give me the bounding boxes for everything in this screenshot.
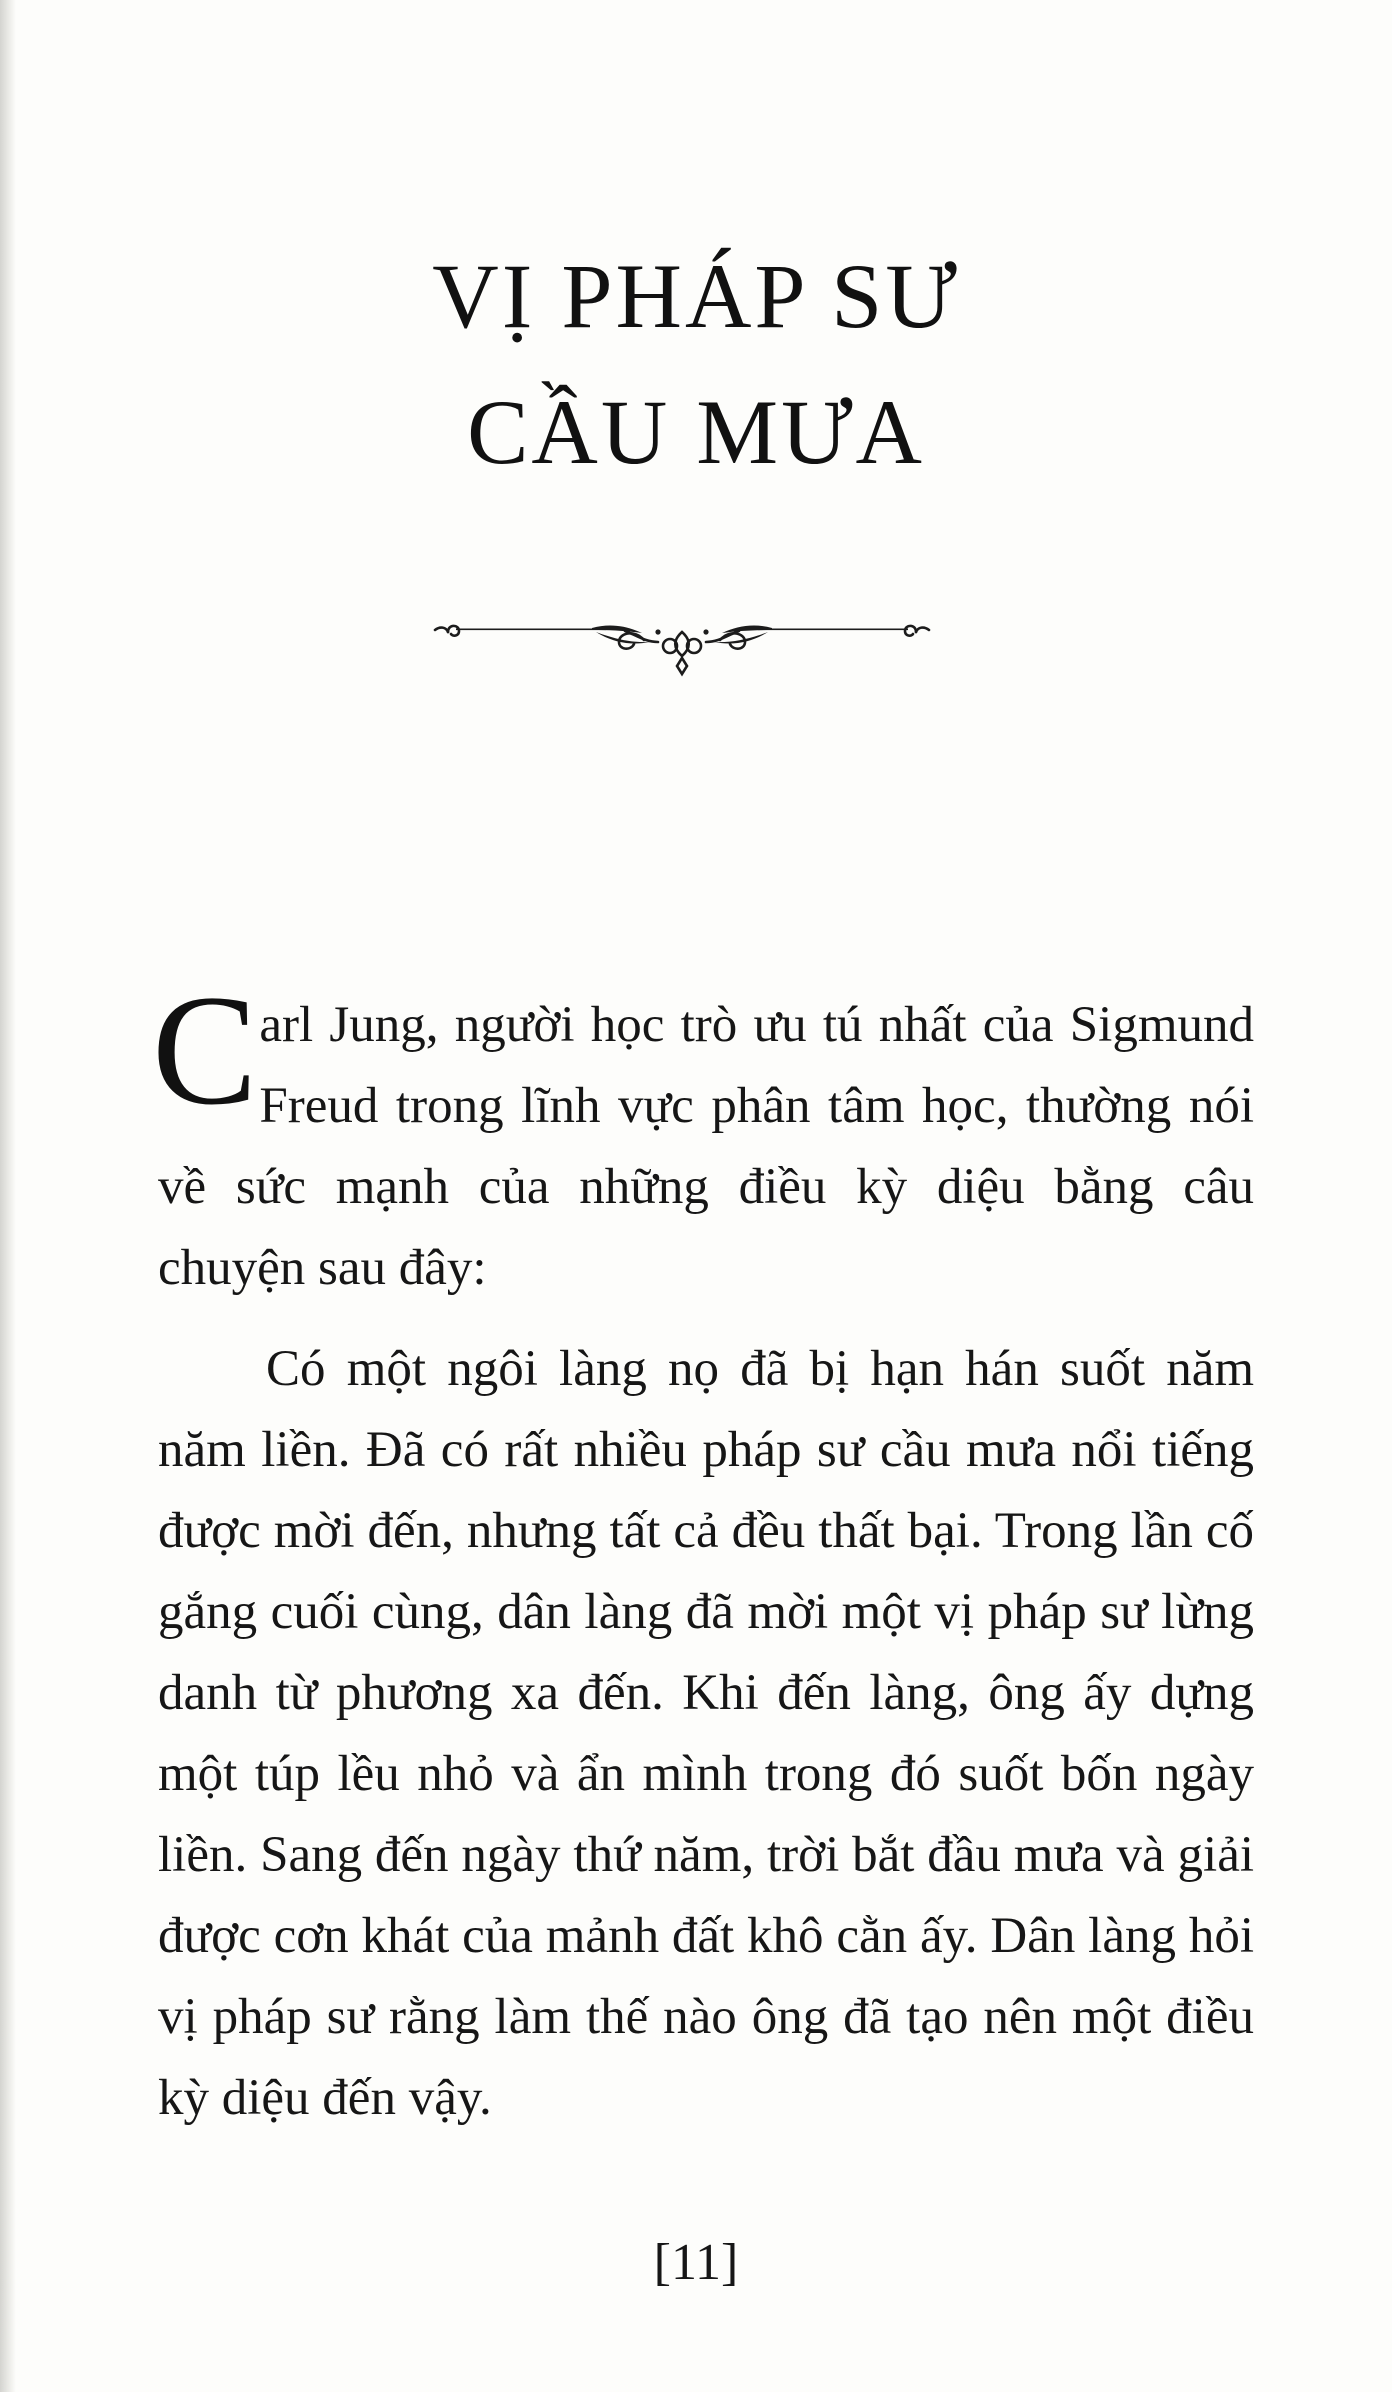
page-number: [11] <box>653 2234 739 2291</box>
paragraph-intro <box>152 963 1254 1309</box>
drop-cap-letter: C <box>152 963 258 1138</box>
paragraph-intro-text: arl Jung, người học trò ưu tú nhất của Sigmund Freud trong lĩnh vực phân tâm học, thường nói về sức mạnh của những điều kỳ diệu bằng câu chuyện sau đây: <box>158 997 1254 1296</box>
story-text <box>152 963 1254 2139</box>
chapter-title-line-1: VỊ PHÁP SƯ <box>432 245 960 347</box>
flourish-divider-icon <box>432 602 932 682</box>
chapter-title-line-2: CẦU MƯA <box>467 381 925 483</box>
paragraph-story: Có một ngôi làng nọ đã bị hạn hán suốt năm năm liền. Đã có rất nhiều pháp sư cầu mưa nổi tiếng được mời đến, nhưng tất cả đều thất bại. Trong lần cố gắng cuối cùng, dân làng đã mời một vị pháp sư lừng danh từ phương xa đến. Khi đến làng, ông ấy dựng một túp lều nhỏ và ẩn mình trong đó suốt bốn ngày liền. Sang đến ngày thứ năm, trời bắt đầu mưa và giải được cơn khát của mảnh đất khô cằn ấy. Dân làng hỏi vị pháp sư rằng làm thế nào ông đã tạo nên một điều kỳ diệu đến vậy. <box>158 1341 1254 2126</box>
chapter-title <box>0 228 1392 500</box>
